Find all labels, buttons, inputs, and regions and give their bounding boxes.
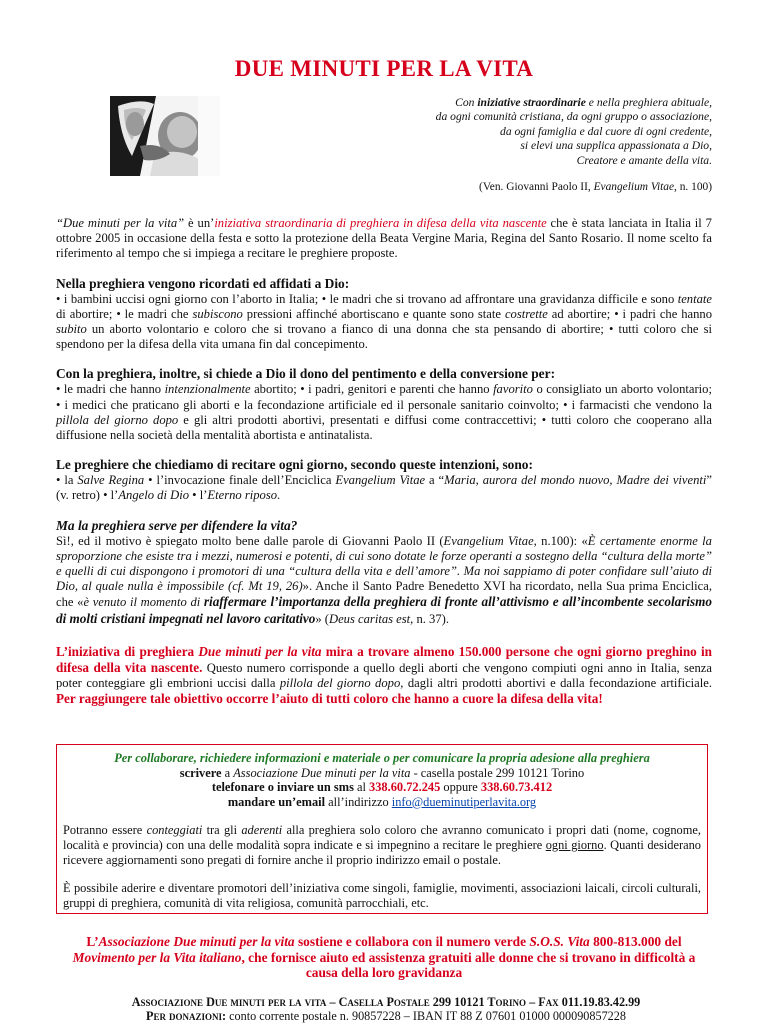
text: all’indirizzo xyxy=(325,794,392,809)
text-italic: è venuto il momento di xyxy=(83,595,204,610)
text: , n.100): « xyxy=(533,533,588,548)
text: , n. 37). xyxy=(410,611,449,626)
text: • la xyxy=(56,473,78,488)
text: alla preghiera solo coloro che avranno comunicato i propri dati (nome, cognome, località e provincia) con una delle modalità sopra indicate e si impegnino a recitare le preghiere xyxy=(63,823,701,852)
contact-write-line xyxy=(63,766,701,781)
text: al xyxy=(353,780,370,795)
text: , che fornisce aiuto ed assistenza gratuiti alle donne che si trovano in difficoltà a causa della loro gravidanza xyxy=(241,949,696,981)
text: L’ xyxy=(86,934,99,949)
intro-text: è un’ xyxy=(184,216,215,230)
text-italic: conteggiati xyxy=(146,823,203,838)
text: . xyxy=(277,488,281,503)
source-text: (Ven. Giovanni Paolo II, xyxy=(479,181,594,193)
contact-box xyxy=(56,744,708,914)
text-italic: Movimento per la Vita italiano xyxy=(72,949,242,965)
text-italic: Evangelium Vitae xyxy=(443,533,534,548)
main-content xyxy=(56,216,712,708)
epigraph-quote xyxy=(292,96,712,168)
source-text: , n. 100) xyxy=(674,181,712,193)
text-italic: intenzionalmente xyxy=(164,382,251,397)
text-red-bold: Per raggiungere tale obiettivo occorre l’aiuto di tutti coloro che hanno a cuore la difesa della vita! xyxy=(56,691,603,707)
text-italic: subiscono xyxy=(192,306,243,321)
phone-number-1[interactable]: 338.60.72.245 xyxy=(369,780,441,795)
label: scrivere xyxy=(179,765,222,780)
text: un aborto volontario e coloro che si trovano a fianco di una donna che sta pensando di abortire; • tutti coloro che si spendono per la difesa della vita umana fin dal concepimento. xyxy=(56,322,712,352)
quote-line: si elevi una supplica appassionata a Dio, xyxy=(520,139,712,153)
text-italic: pillola del giorno dopo xyxy=(56,412,179,427)
text-italic: subito xyxy=(56,322,87,337)
contact-email-line xyxy=(63,795,701,810)
page-title: DUE MINUTI PER LA VITA xyxy=(234,56,534,81)
intro-text: che è stata lanciata in Italia il 7 ottobre 2005 in occasione della festa e sotto la protezione della Beata Vergine Maria, Regina del Santo Rosario. Il nome scelto fa riferimento al tempo che si impiega a recitare le preghiere proposte. xyxy=(56,216,712,261)
text: ». Anche il Santo Padre Benedetto XVI ha ricordato, nella Sua prima Enciclica, che « xyxy=(56,579,712,610)
text: o consigliato un aborto volontario; • i medici che praticano gli aborti e la fecondazione artificiale ed il personale sanitario coinvolto; • i farmacisti che vendono la xyxy=(56,382,712,412)
text-italic: Associazione Due minuti per la vita xyxy=(233,765,411,780)
phone-number-2[interactable]: 338.60.73.412 xyxy=(480,780,553,795)
source-title: Evangelium Vitae xyxy=(593,181,675,193)
email-link[interactable]: info@dueminutiperlavita.org xyxy=(391,794,537,809)
text-italic: Evangelium Vitae xyxy=(335,473,426,488)
quote-bold: iniziative straordinarie xyxy=(477,96,586,109)
text-italic: S.O.S. Vita xyxy=(529,934,590,949)
text-italic: È certamente enorme la sproporzione che esiste tra i mezzi, numerosi e potenti, di cui sono dotate le forze operanti a sostegno della “cultura della morte” e quelli di cui dispongono i promotori di una “cultura della vita e dell’amore”. Ma noi sappiamo di poter confidare sull’aiuto di Dio, al quale nulla è impossibile (cf. Mt 19, 26) xyxy=(56,533,712,594)
text: , dagli altri prodotti abortivi e dalla fecondazione artificiale. xyxy=(400,676,712,691)
quote-line: da ogni famiglia e dal cuore di ogni credente, xyxy=(500,124,712,138)
section-heading-preghiere: Le preghiere che chiediamo di recitare ogni giorno, secondo queste intenzioni, sono: xyxy=(56,457,533,473)
section-text-question xyxy=(56,534,712,627)
section-heading-affidati: Nella preghiera vengono ricordati ed affidati a Dio: xyxy=(56,275,350,291)
contact-paragraph-aderire: È possibile aderire e diventare promotori dell’iniziativa come singoli, famiglie, movimenti, associazioni laicali, circoli culturali, gruppi di preghiera, comunità di vita religiosa, comunità parrocchiali, etc. xyxy=(63,881,701,910)
text-italic: Eterno riposo xyxy=(207,488,278,503)
photo-illustration xyxy=(110,96,220,176)
intro-paragraph xyxy=(56,216,712,262)
text: abortito; • i padri, genitori e parenti che hanno xyxy=(250,382,494,397)
text-underlined: ogni giorno xyxy=(545,837,604,852)
text: • i bambini uccisi ogni giorno con l’aborto in Italia; • le madri che si trovano ad affrontare una gravidanza difficile e sono xyxy=(56,291,678,306)
text-red-bold: mira a trovare almeno 150.000 persone che ogni giorno preghino in difesa della vita nascente. xyxy=(56,643,712,676)
text-italic: tentate xyxy=(677,291,712,306)
text: 800-813.000 del xyxy=(589,934,682,949)
contact-header: Per collaborare, richiedere informazioni e materiale o per comunicare la propria adesione alla preghiera xyxy=(114,751,650,765)
photo-nun-child-icon xyxy=(110,96,220,176)
quote-source xyxy=(292,181,712,193)
section-heading-question: Ma la preghiera serve per difendere la vita? xyxy=(56,517,298,533)
text-italic: Deus caritas est xyxy=(329,611,411,626)
text: » ( xyxy=(315,611,329,626)
text: ad abortire; • i padri che hanno xyxy=(547,306,713,321)
text: di abortire; • le madri che xyxy=(56,306,193,321)
label: mandare un’email xyxy=(227,794,326,809)
footer-donations xyxy=(56,1009,716,1024)
text: e gli altri prodotti abortivi, presentati e diffusi come contraccettivi; • tutti coloro che cooperano alla diffusione nella società della mentalità abortista e antinatalista. xyxy=(56,412,712,443)
text-italic: Maria, aurora del mondo nuovo, Madre dei viventi xyxy=(444,473,707,488)
text-red-bold-italic: Due minuti per la vita xyxy=(198,643,322,659)
text-italic: aderenti xyxy=(241,823,283,838)
text: a xyxy=(221,765,234,780)
text: oppure xyxy=(440,780,481,795)
label: Per donazioni: xyxy=(146,1009,227,1023)
text: • l’invocazione finale dell’Enciclica xyxy=(144,473,336,488)
text-italic: Associazione Due minuti per la vita xyxy=(98,934,295,949)
text: pressioni affinché abortiscano e quante sono state xyxy=(242,306,505,321)
text: Sì!, ed il motivo è spiegato molto bene dalle parole di Giovanni Paolo II ( xyxy=(56,533,444,548)
objective-paragraph xyxy=(56,644,712,708)
text-italic: favorito xyxy=(493,382,533,397)
contact-paragraph-conteggiati xyxy=(63,823,701,867)
text: Potranno essere xyxy=(63,823,147,838)
footer-note xyxy=(56,934,712,981)
footer-address: Associazione Due minuti per la vita – Casella Postale 299 10121 Torino – Fax 011.19.83.42.99 xyxy=(131,995,641,1009)
text-bold-italic: riaffermare l’importanza della preghiera di fronte all’attivismo e all’incombente secolarismo di molti cristiani impegnati nel lavoro caritativo xyxy=(56,594,712,626)
text: . Quanti desiderano ricevere aggiornamenti sono pregati di fornire anche il proprio indirizzo email o postale. xyxy=(63,837,701,867)
section-text-conversione xyxy=(56,382,712,443)
text: • le madri che hanno xyxy=(56,382,165,397)
text-italic: costrette xyxy=(504,306,548,321)
text: ” (v. retro) • l’ xyxy=(56,473,713,503)
section-heading-conversione: Con la preghiera, inoltre, si chiede a Dio il dono del pentimento e della conversione per: xyxy=(56,366,556,382)
text: a “ xyxy=(425,473,445,488)
intro-highlight: iniziativa straordinaria di preghiera in difesa della vita nascente xyxy=(214,216,547,230)
text: - casella postale 299 10121 Torino xyxy=(410,765,585,780)
quote-text: Con xyxy=(455,96,478,109)
text-italic: Angelo di Dio xyxy=(118,488,189,503)
quote-text: e nella preghiera abituale, xyxy=(585,96,712,109)
text: • l’ xyxy=(189,488,208,503)
text: Questo numero corrisponde a quello degli aborti che vengono compiuti ogni anno in Italia, senza poter conteggiare gli embrioni uccisi dalla xyxy=(56,661,712,691)
quote-line: Creatore e amante della vita. xyxy=(576,153,712,167)
text: conto corrente postale n. 90857228 – IBAN IT 88 Z 07601 01000 000090857228 xyxy=(226,1009,626,1023)
quote-line: da ogni comunità cristiana, da ogni gruppo o associazione, xyxy=(435,110,712,124)
text-italic: Salve Regina xyxy=(77,473,145,488)
contact-phone-line xyxy=(63,780,701,795)
text: tra gli xyxy=(202,823,242,838)
section-text-affidati xyxy=(56,292,712,353)
label: telefonare o inviare un sms xyxy=(211,780,354,795)
text: sostiene e collabora con il numero verde xyxy=(294,934,530,949)
section-text-preghiere xyxy=(56,473,712,503)
intro-title: “Due minuti per la vita” xyxy=(56,216,185,230)
text-italic: pillola del giorno dopo xyxy=(279,676,401,691)
text-red-bold: L’iniziativa di preghiera xyxy=(56,643,199,659)
